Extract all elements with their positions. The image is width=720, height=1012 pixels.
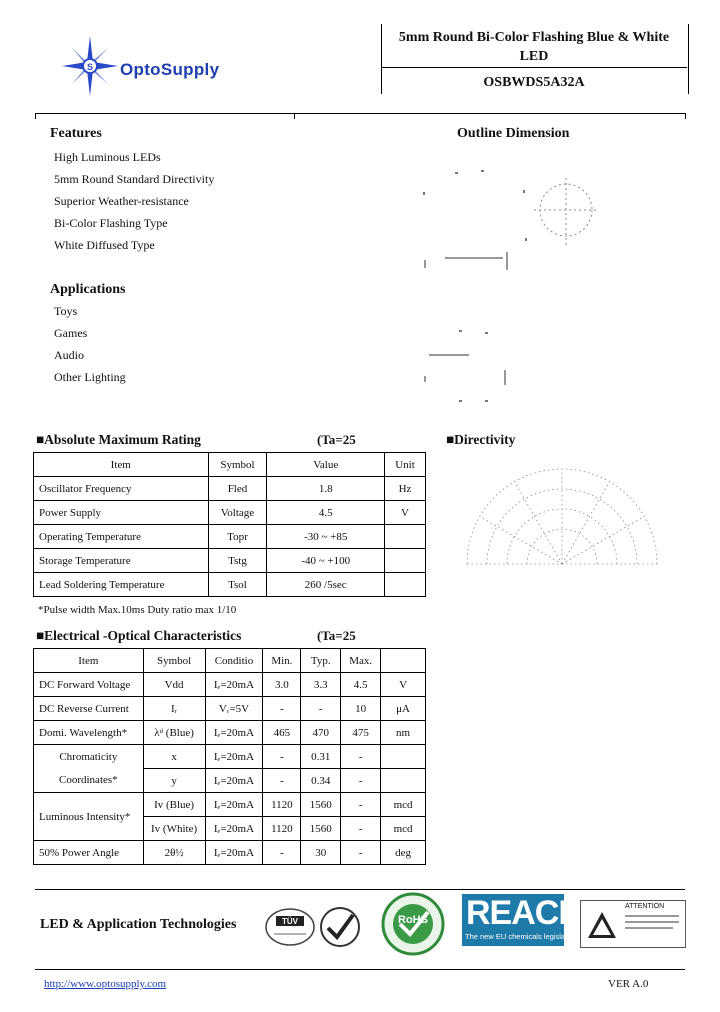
table-row: Chromaticity x Iₑ=20mA - 0.31 - — [34, 745, 426, 769]
divider — [294, 113, 295, 119]
features-heading: Features — [50, 126, 102, 141]
rohs-badge — [378, 892, 448, 956]
checkmark-logo-icon — [318, 906, 362, 948]
tuv-cert-badge — [264, 906, 316, 948]
reach-label: REACH — [466, 894, 582, 932]
col-value: Value — [267, 453, 385, 477]
directivity-heading: ■Directivity — [446, 432, 516, 447]
cert-checkmark-badge — [318, 906, 362, 948]
product-title: 5mm Round Bi-Color Flashing Blue & White LED — [398, 30, 670, 64]
table-header-row: Item Symbol Conditio Min. Typ. Max. — [34, 649, 426, 673]
list-item: White Diffused Type — [54, 238, 155, 252]
applications-heading: Applications — [50, 282, 126, 297]
list-item: Audio — [54, 348, 84, 362]
abs-max-table — [33, 452, 426, 597]
list-item: 5mm Round Standard Directivity — [54, 172, 215, 186]
list-item: Superior Weather-resistance — [54, 194, 189, 208]
footer-rule-bottom — [35, 969, 685, 970]
table-header-row — [34, 453, 426, 477]
table-row: Oscillator Frequency Fled 1.8 Hz — [34, 477, 426, 501]
eo-heading: ■Electrical -Optical Characteristics — [36, 628, 242, 643]
table-row: Lead Soldering Temperature Tsol 260 /5sec — [34, 573, 426, 597]
pulse-note: *Pulse width Max.10ms Duty ratio max 1/10 — [38, 604, 237, 616]
esd-warning-icon — [587, 911, 617, 939]
table-row: DC Forward Voltage Vdd Iₑ=20mA 3.0 3.3 4.5 V — [34, 673, 426, 697]
divider — [35, 113, 36, 119]
header-rule — [35, 113, 685, 114]
table-row: Power Supply Voltage 4.5 V — [34, 501, 426, 525]
table-row: Luminous Intensity* Iv (Blue) Iₑ=20mA 1120 1560 - mcd — [34, 793, 426, 817]
table-row: 50% Power Angle 2θ½ Iₑ=20mA - 30 - deg — [34, 841, 426, 865]
website-link[interactable]: http://www.optosupply.com — [44, 978, 167, 990]
list-item: High Luminous LEDs — [54, 150, 161, 164]
esd-fine-print — [625, 921, 679, 923]
table-row: Coordinates* y Iₑ=20mA - 0.34 - — [34, 769, 426, 793]
attention-label: ATTENTION — [625, 903, 665, 910]
col-symbol: Symbol — [208, 453, 267, 477]
table-row: Operating Temperature Topr -30 ~ +85 — [34, 525, 426, 549]
esd-fine-print — [625, 915, 679, 917]
abs-max-condition: (Ta=25 — [317, 432, 356, 447]
footer-title: LED & Application Technologies — [40, 917, 237, 932]
col-item: Item — [34, 453, 209, 477]
directivity-diagram — [462, 460, 662, 568]
divider — [685, 113, 686, 119]
part-number: OSBWDS5A32A — [483, 75, 585, 90]
brand-name: OptoSupply — [120, 60, 220, 79]
outline-heading: Outline Dimension — [457, 126, 570, 141]
esd-attention-badge — [580, 900, 686, 948]
table-row: Iv (White) Iₑ=20mA 1120 1560 - mcd — [34, 817, 426, 841]
list-item: Games — [54, 326, 88, 340]
divider — [381, 67, 687, 68]
esd-fine-print — [625, 927, 673, 929]
table-row: DC Reverse Current Iᵣ Vᵣ=5V - - 10 μA — [34, 697, 426, 721]
eo-condition: (Ta=25 — [317, 628, 356, 643]
footer-rule — [35, 889, 685, 890]
col-unit: Unit — [385, 453, 426, 477]
list-item: Other Lighting — [54, 370, 126, 384]
list-item: Bi-Color Flashing Type — [54, 216, 168, 230]
table-row: Domi. Wavelength* λᵈ (Blue) Iₑ=20mA 465 470 475 nm — [34, 721, 426, 745]
rohs-label: RoHS — [398, 914, 428, 926]
company-logo — [56, 36, 286, 96]
abs-max-heading: ■Absolute Maximum Rating — [36, 432, 201, 447]
svg-text:S: S — [86, 62, 94, 72]
table-row: Storage Temperature Tstg -40 ~ +100 — [34, 549, 426, 573]
version-label: VER A.0 — [608, 978, 649, 990]
outline-drawing — [415, 160, 615, 410]
reach-subtitle: The new EU chemicals legislation — [465, 932, 578, 941]
tuv-logo-icon — [264, 906, 316, 948]
list-item: Toys — [54, 304, 78, 318]
eo-table — [33, 648, 426, 865]
reach-badge — [462, 894, 582, 946]
star-logo-icon — [58, 36, 122, 96]
svg-text:TÜV: TÜV — [282, 917, 298, 926]
